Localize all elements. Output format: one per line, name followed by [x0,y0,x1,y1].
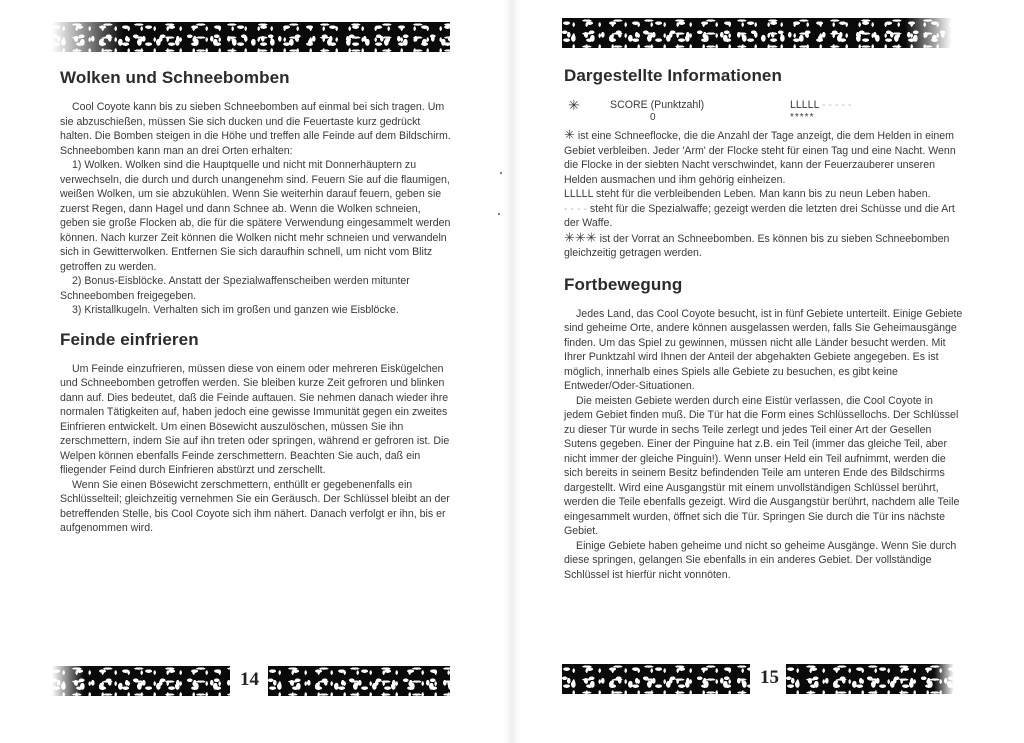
section-fortbewegung [564,275,964,583]
hud-lives-value: LLLLL - - - - - [790,99,852,111]
paragraph: Um Feinde einzufrieren, müssen diese von einem oder mehreren Eiskügelchen und Schneebomben getroffen werden. Sie bleiben kurze Zeit gefroren und blinken dann auf. Dies bedeutet, daß die Feinde auftauen. Sie nehmen danach wieder ihre normalen Tätigkeiten auf, haben jedoch eine gewisse Immunität gegen ein zweites Einfrieren entwickelt. Um einen Bösewicht auszulöschen, müssen Sie ihn zerschmettern, indem Sie auf ihn treten oder springen, während er gefroren ist. Die Welpen können ebenfalls Feinde zerschmettern. Beachten Sie auch, daß ein fliegender Feind durch Einfrieren abstürzt und zerschellt. [60,362,450,476]
hud-legend-row-2 [564,112,964,124]
paragraph: Cool Coyote kann bis zu sieben Schneebomben auf einmal bei sich tragen. Um sie abzuschießen, müssen Sie sich ducken und die Feuertaste kurz gedrückt halten. Die Bomben steigen in die Höhe und treffen alle Feinde auf dem Bildschirm. Schneebomben kann man an drei Orten erhalten: [60,101,451,157]
paragraph: LLLLL steht für die verbleibenden Leben. Man kann bis zu neun Leben haben. [564,188,931,200]
paragraph: Jedes Land, das Cool Coyote besucht, ist in fünf Gebiete unterteilt. Einige Gebiete sind geheime Orte, andere können ausgelassen werden, falls Sie Geheimausgänge finden. Um das Spiel zu gewinnen, müssen nicht alle Länder besucht werden. Mit Ihrer Punktzahl wird Ihnen der Anteil der abgehakten Gebiete angegeben. Es ist möglich, innerhalb eines Spiels alle Gebiete zu besuchen, es gibt keine Entweder/Oder-Situationen. [564,307,963,392]
paragraph: 2) Bonus-Eisblöcke. Anstatt der Spezialwaffenscheiben werden mitunter Schneebomben freigegeben. [60,275,410,302]
paragraph: - - - - steht für die Spezialwaffe; gezeigt werden die letzten drei Schüsse und die Art der Waffe. [564,202,955,229]
left-column [60,68,452,536]
paragraph: Einige Gebiete haben geheime und nicht so geheime Ausgänge. Wenn Sie durch diese springen, gelangen Sie ebenfalls in ein anderes Gebiet. Der vollständige Schlüssel ist hierfür nicht vonnöten. [564,539,957,581]
snowflake-icon: ✳ [564,127,575,142]
snowflake-icon: ✳ [568,97,580,113]
hud-bombs-value: ***** [790,112,815,123]
right-page [512,0,1024,743]
bottom-ornament-left-b [268,666,450,696]
section-wolken [60,68,452,318]
bottom-ornament-left-a [52,666,230,696]
scan-speck [500,172,502,174]
bottom-ornament-right-a [562,664,750,694]
paragraph: Wenn Sie einen Bösewicht zerschmettern, enthüllt er gegebenenfalls ein Schlüsselteil; gleichzeitig vernehmen Sie ein Geräusch. Der Schlüssel bleibt an der betreffenden Stelle, bis Cool Coyote sich ihm nähert. Danach verfolgt er ihn, bis er aufgenommen wird. [60,478,450,534]
heading-informationen: Dargestellte Informationen [564,66,782,85]
paragraph: ✳✳✳ ist der Vorrat an Schneebomben. Es können bis zu sieben Schneebomben gleichzeitig getragen werden. [564,229,950,259]
page-number-left: 14 [240,669,259,690]
paragraph: 3) Kristallkugeln. Verhalten sich im großen und ganzen wie Eisblöcke. [72,304,399,316]
right-column [564,66,964,582]
heading-feinde: Feinde einfrieren [60,329,199,349]
hud-score-value: 0 [650,112,656,123]
special-weapon-icon: - - - - [564,202,587,215]
snowbomb-icon: ✳✳✳ [564,229,597,245]
bottom-ornament-right-b [786,664,954,694]
hud-score-label: SCORE (Punktzahl) [610,99,705,111]
paragraph: ✳ ist eine Schneeflocke, die die Anzahl der Tage anzeigt, die dem Helden in einem Gebiet verbleiben. Jeder 'Arm' der Flocke steht für einen Tag und eine Nacht. Wenn die Flocke in der siebten Nacht verschwindet, kann der Feuerzauberer unseren Helden ausmachen und ihm gehörig einheizen. [564,127,956,186]
scan-speck [498,213,500,215]
heading-wolken: Wolken und Schneebomben [60,68,290,87]
page-number-right: 15 [760,667,779,688]
hud-legend-row [564,98,964,112]
paragraph: 1) Wolken. Wolken sind die Hauptquelle und nicht mit Donnerhäuptern zu verwechseln, die durch und durch unangenehm sind. Feuern Sie auf die flaumigen, weißen Wolken, um sie abzukühlen. Wenn Sie weiterhin darauf feuern, geben sie zuerst Regen, dann Hagel und dann Schnee ab. Wenn die Wolken schneien, geben sie große Flocken ab, die für die spätere Verwendung eingesammelt werden können. Nach kurzer Zeit können die Wolken nicht mehr schneien und verwandeln sich in Gewitterwolken. Entfernen Sie sich daraufhin schnell, um nicht vom Blitz getroffen zu werden. [60,159,451,273]
paragraph: Die meisten Gebiete werden durch eine Eistür verlassen, die Cool Coyote in jedem Gebiet finden muß. Die Tür hat die Form eines Schlüssellochs. Der Schlüssel zu dieser Tür wurde in sechs Teile zerlegt und jedes Teil einer Art der Gesellen Sutens gegeben. Einer der Pinguine hat z.B. ein Teil (immer das gleiche Teil, aber nicht immer der gleiche Pinguin!). Wenn unser Held ein Teil aufnimmt, werden die sich bereits in seinem Besitz befindenden Teile am unteren Ende des Bildschirms dargestellt. Wird eine Ausgangstür mit einem unvollständigen Schlüssel berührt, werden die Teile ebenfalls gezeigt. Wird die Ausgangstür berührt, nachdem alle Teile eingesammelt wurden, öffnet sich die Tür. Springen Sie durch die Tür ins nächste Gebiet. [564,394,960,537]
top-ornament-right [562,18,952,48]
top-ornament-left [52,22,450,52]
heading-fortbewegung: Fortbewegung [564,274,683,294]
section-informationen [564,66,964,261]
section-feinde [60,330,452,536]
